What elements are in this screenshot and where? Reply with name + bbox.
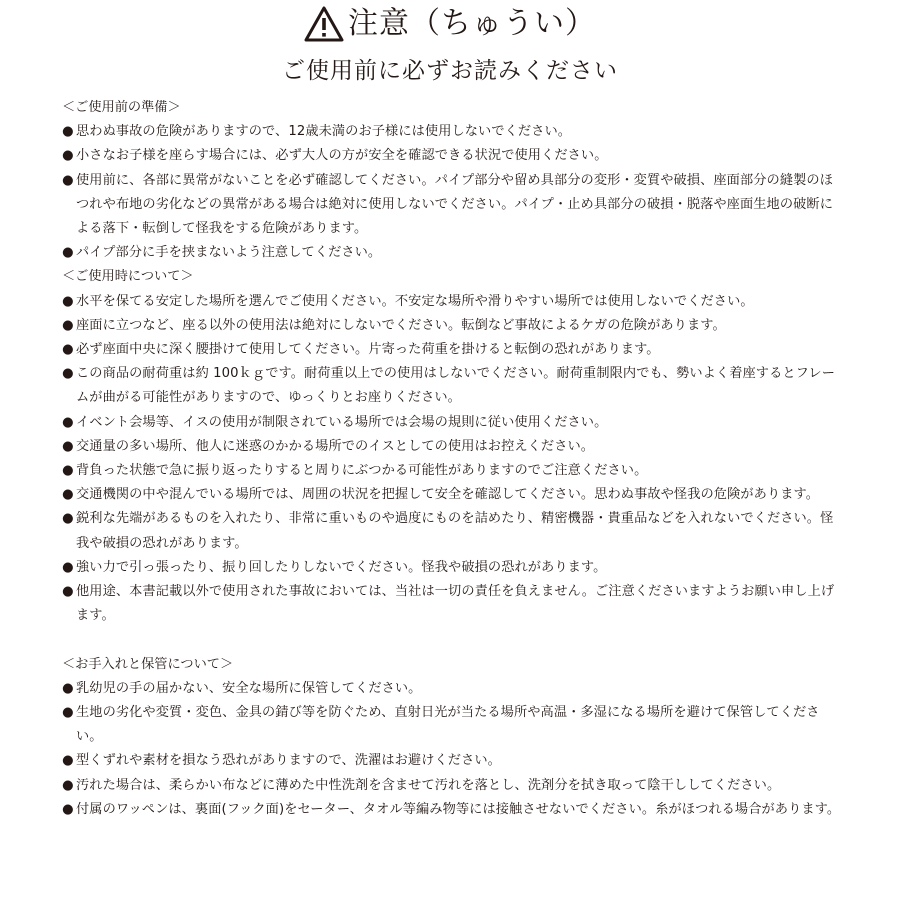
page-subtitle: ご使用前に必ずお読みください [282,58,618,84]
notice-item-text: 水平を保てる安定した場所を選んでご使用ください。不安定な場所や滑りやすい場所では使用しないでください。 [76,293,754,309]
bullet-icon: ● [62,511,74,527]
notice-item [62,362,842,410]
notice-item [62,556,842,580]
bullet-icon: ● [62,317,74,333]
notice-item [62,120,842,144]
notice-item-text: 交通機関の中や混んでいる場所では、周囲の状況を把握して安全を確認してください。思わぬ事故や怪我の危険があります。 [76,487,820,503]
bullet-icon: ● [62,705,74,721]
notice-item-text: 乳幼児の手の届かない、安全な場所に保管してください。 [76,680,422,696]
notice-body [62,96,842,822]
notice-item [62,144,842,168]
notice-item-text: 小さなお子様を座らす場合には、必ず大人の方が安全を確認できる状況で使用ください。 [76,148,608,164]
notice-item-text: イベント会場等、イスの使用が制限されている場所では会場の規則に従い使用ください。 [76,414,608,430]
title-row [0,4,900,44]
notice-item-text: 強い力で引っ張ったり、振り回したりしないでください。怪我や破損の恐れがあります。 [76,559,607,575]
bullet-icon: ● [62,487,74,503]
notice-item-text: 付属のワッペンは、裏面(フック面)をセーター、タオル等編み物等には接触させないでください。糸がほつれる場合があります。 [76,801,841,817]
section-spacer [62,628,842,652]
notice-item [62,507,842,555]
bullet-icon: ● [62,293,74,309]
warning-icon [304,6,344,42]
section-heading: ＜お手入れと保管について＞ [62,656,234,672]
notice-item [62,749,842,773]
bullet-icon: ● [62,148,74,164]
notice-item [62,580,842,628]
bullet-icon: ● [62,366,74,382]
page-title: 注意（ちゅうい） [348,6,596,41]
bullet-icon: ● [62,438,74,454]
notice-item-text: 背負った状態で急に振り返ったりすると周りにぶつかる可能性がありますのでご注意ください。 [76,463,648,479]
notice-item-text: この商品の耐荷重は約 100ｋｇです。耐荷重以上での使用はしないでください。耐荷重制限内でも、勢いよく着座するとフレームが曲がる可能性がありますので、ゆっくりとお座りください。 [76,366,835,406]
notice-item [62,677,842,701]
notice-item [62,169,842,242]
bullet-icon: ● [62,342,74,358]
bullet-icon: ● [62,463,74,479]
notice-item-text: 型くずれや素材を損なう恐れがありますので、洗濯はお避けください。 [76,753,501,769]
notice-item-text: パイプ部分に手を挟まないよう注意してください。 [76,245,382,261]
notice-item [62,798,842,822]
bullet-icon: ● [62,753,74,769]
notice-item-text: 交通量の多い場所、他人に迷惑のかかる場所でのイスとしての使用はお控えください。 [76,438,595,454]
bullet-icon: ● [62,680,74,696]
notice-item [62,290,842,314]
notice-item [62,701,842,749]
bullet-icon: ● [62,584,74,600]
notice-item [62,338,842,362]
bullet-icon: ● [62,777,74,793]
notice-item [62,483,842,507]
notice-item-text: 生地の劣化や変質・変色、金具の錆び等を防ぐため、直射日光が当たる場所や高温・多湿になる場所を避けて保管してください。 [76,705,820,745]
bullet-icon: ● [62,124,74,140]
notice-item-text: 座面に立つなど、座る以外の使用法は絶対にしないでください。転倒など事故によるケガの危険があります。 [76,317,726,333]
notice-item-text: 使用前に、各部に異常がないことを必ず確認してください。パイプ部分や留め具部分の変形・変質や破損、座面部分の縫製のほつれや布地の劣化などの異常がある場合は絶対に使用しないでください。パイプ・止め具部分の破損・脱落や座面生地の破断による落下・転倒して怪我をする危険があります。 [76,172,833,237]
notice-item [62,411,842,435]
notice-item [62,459,842,483]
notice-item [62,314,842,338]
bullet-icon: ● [62,414,74,430]
section-heading: ＜ご使用前の準備＞ [62,100,181,115]
section-heading: ＜ご使用時について＞ [62,269,194,285]
notice-item [62,435,842,459]
notice-item-text: 思わぬ事故の危険がありますので、12歳未満のお子様には使用しないでください。 [76,124,572,140]
notice-item-text: 他用途、本書記載以外で使用された事故においては、当社は一切の責任を負えません。ご注意くださいますようお願い申し上げます。 [76,584,835,624]
bullet-icon: ● [62,245,74,261]
bullet-icon: ● [62,559,74,575]
notice-item-text: 鋭利な先端があるものを入れたり、非常に重いものや過度にものを詰めたり、精密機器・貴重品などを入れないでください。怪我や破損の恐れがあります。 [76,511,834,551]
bullet-icon: ● [62,172,74,188]
notice-item [62,774,842,798]
bullet-icon: ● [62,801,74,817]
notice-item-text: 必ず座面中央に深く腰掛けて使用してください。片寄った荷重を掛けると転倒の恐れがあります。 [76,342,660,358]
notice-item-text: 汚れた場合は、柔らかい布などに薄めた中性洗剤を含ませて汚れを落とし、洗剤分を拭き取って陰干ししてください。 [76,777,781,793]
notice-item [62,241,842,265]
